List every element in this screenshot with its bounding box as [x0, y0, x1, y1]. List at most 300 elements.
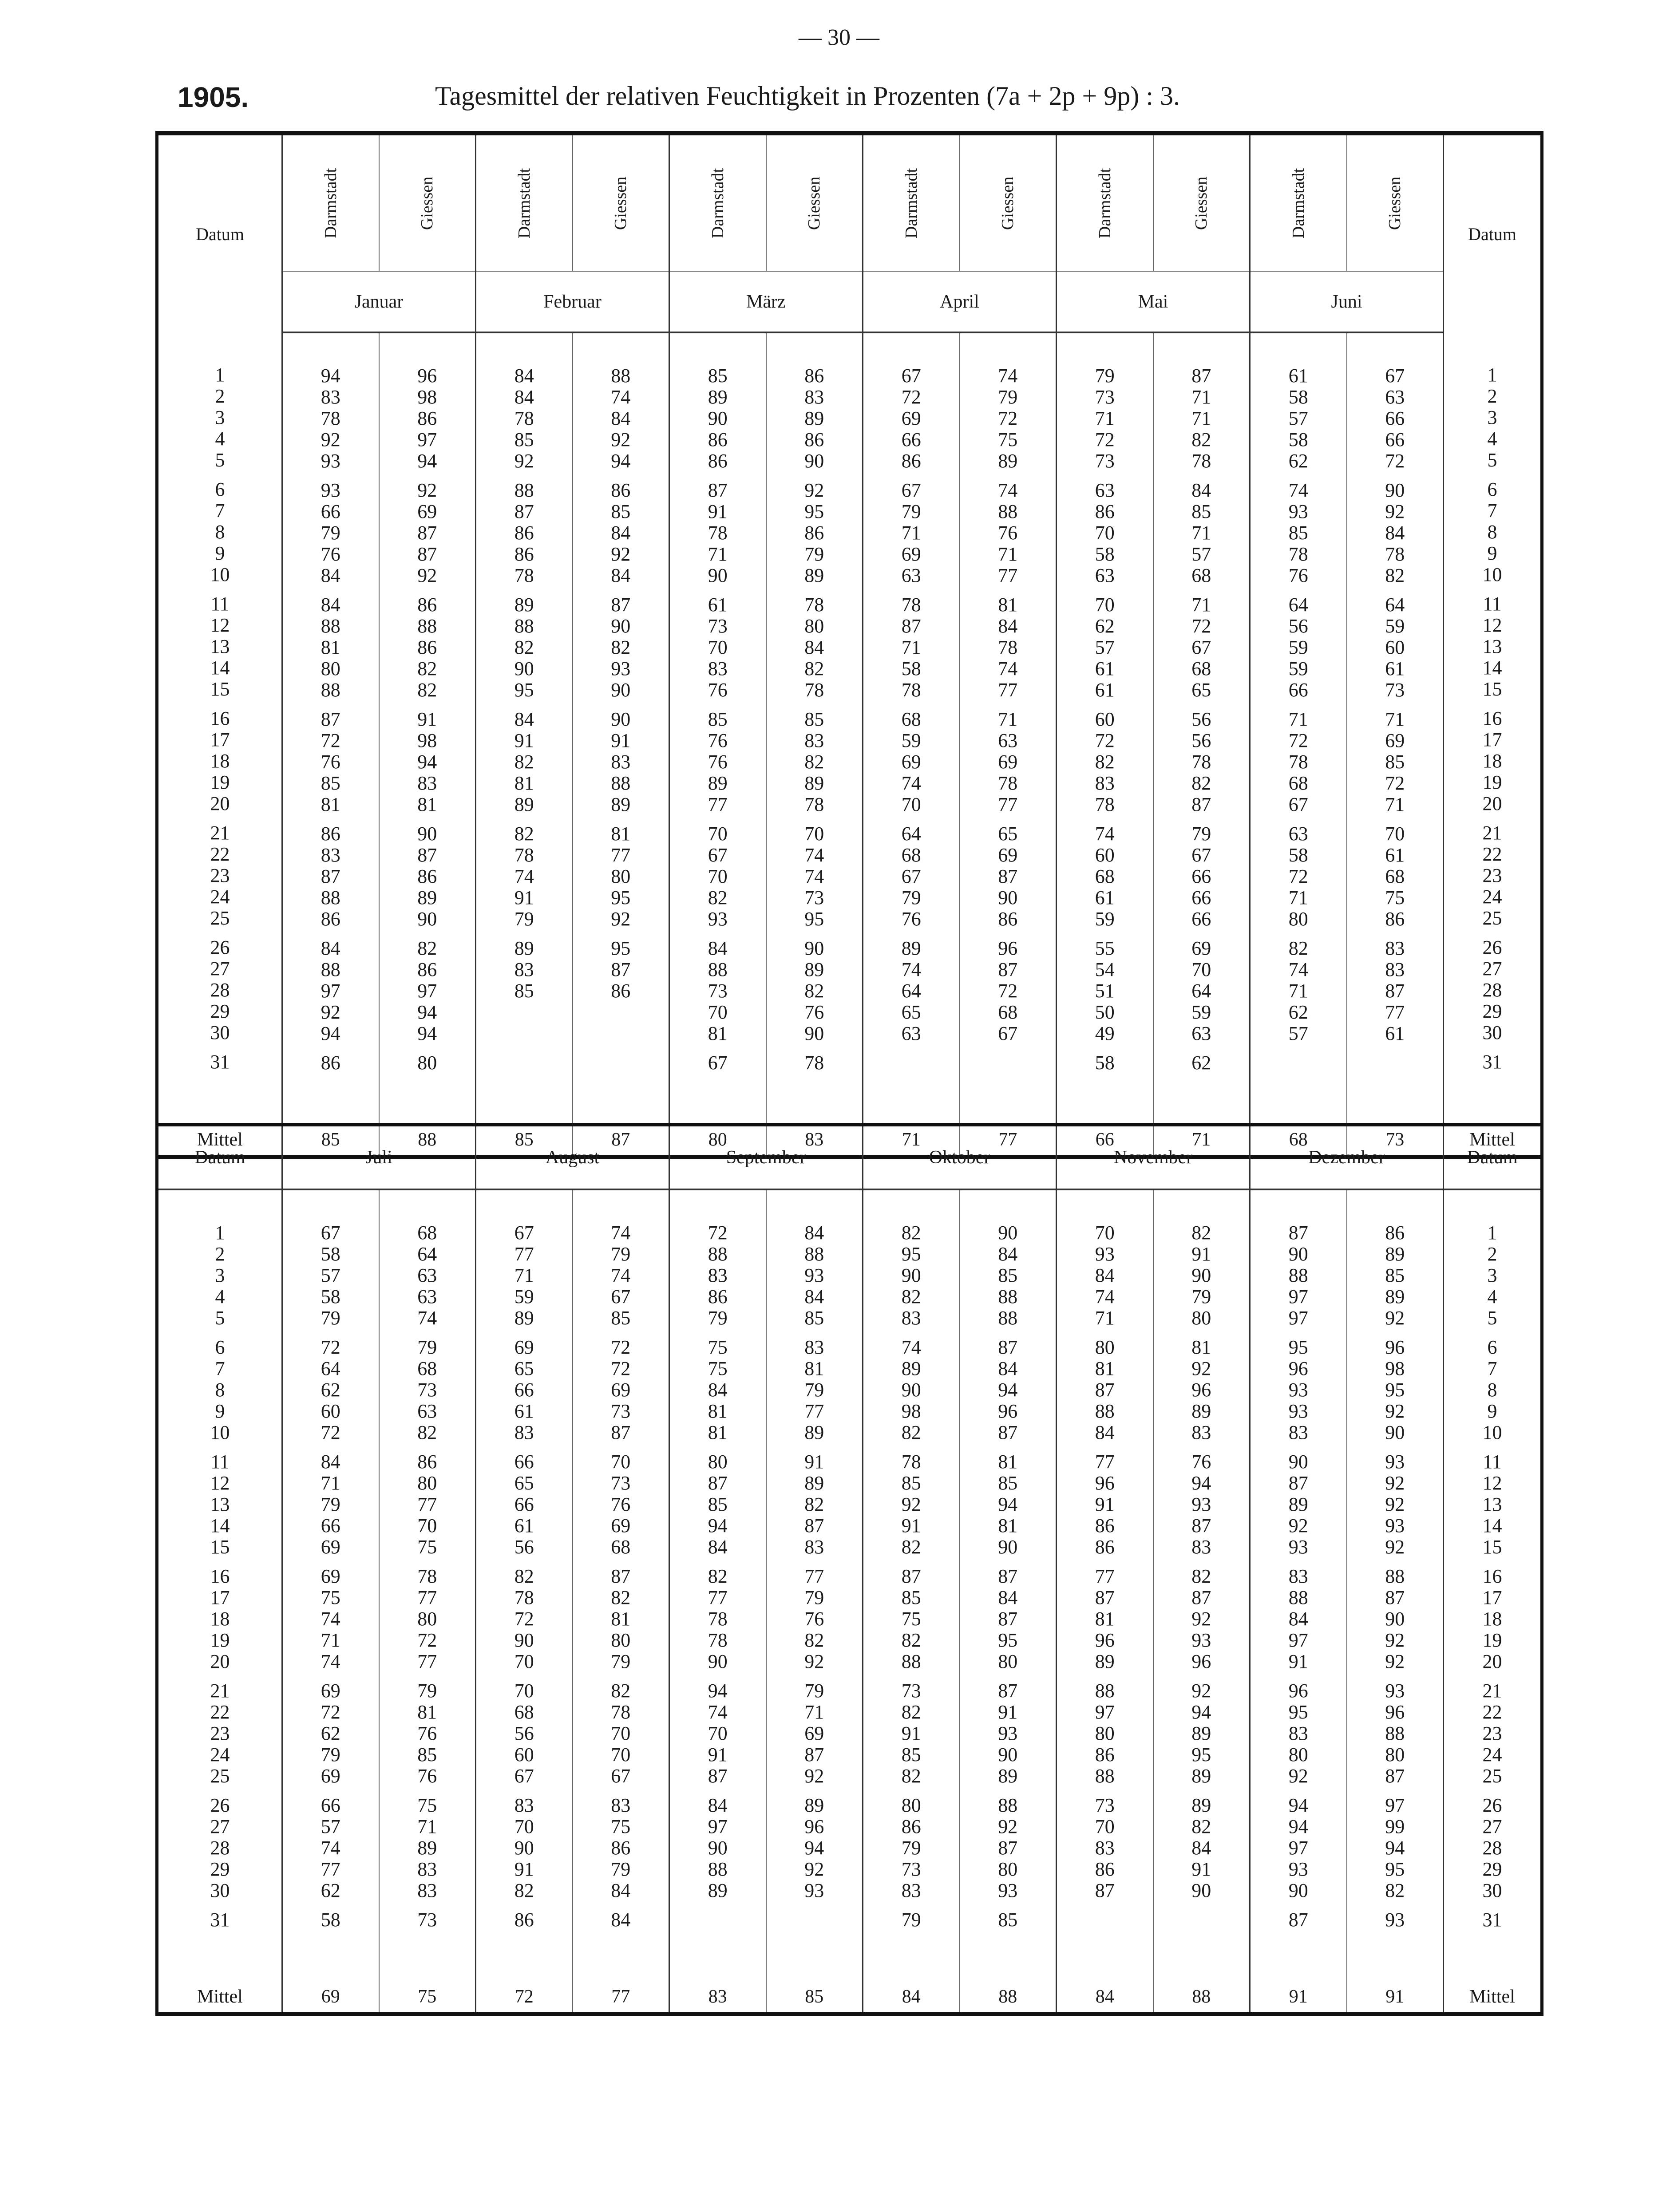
table-cell: 83: [1288, 1422, 1308, 1443]
table-cell: 67: [514, 1222, 534, 1244]
table-cell: 82: [1191, 1222, 1211, 1244]
darmstadt-column: [282, 332, 379, 1124]
group-spacer: [573, 1901, 669, 1909]
table-cell: 98: [417, 386, 437, 408]
table-cell: 3: [215, 407, 225, 428]
station-label: Darmstadt: [1289, 168, 1308, 238]
table-cell: 86: [321, 1052, 340, 1074]
table-cell: 71: [1095, 1307, 1115, 1329]
table-cell: 84: [611, 522, 631, 544]
table-cell: 1: [215, 1222, 225, 1244]
table-cell: 92: [611, 908, 631, 930]
table-cell: 63: [1191, 1023, 1211, 1044]
table-cell: 89: [804, 407, 824, 429]
table-cell: 66: [321, 1794, 340, 1816]
table-cell: 74: [611, 1264, 631, 1286]
table-cell: 69: [611, 1379, 631, 1401]
table-cell: 30: [210, 1022, 230, 1043]
table-cell: 79: [901, 1837, 921, 1859]
group-spacer: [158, 1787, 281, 1795]
table-cell: 90: [1191, 1880, 1211, 1901]
table-cell: 88: [611, 365, 631, 387]
group-spacer: [767, 472, 863, 480]
table-cell: 79: [321, 1493, 340, 1515]
table-cell: 14: [210, 1515, 230, 1537]
station-label: Darmstadt: [1095, 168, 1114, 238]
table-cell: 85: [1385, 1264, 1405, 1286]
table-cell: 74: [901, 772, 921, 794]
table-cell: 82: [708, 1565, 728, 1587]
table-cell: 84: [708, 1794, 728, 1816]
table-cell: 91: [708, 1744, 728, 1766]
table-cell: 82: [1191, 1565, 1211, 1587]
table-cell: 77: [1385, 1001, 1405, 1023]
table-cell: 10: [210, 564, 230, 585]
mittel-giessen: 88: [1153, 1981, 1250, 2014]
table-cell: 8: [1487, 1379, 1497, 1401]
table-cell: 95: [611, 937, 631, 959]
table-cell: [573, 1023, 669, 1044]
table-cell: 85: [708, 1493, 728, 1515]
group-spacer: [158, 1901, 281, 1909]
table-cell: 73: [1385, 679, 1405, 701]
table-cell: 80: [417, 1472, 437, 1494]
table-cell: 80: [1288, 908, 1308, 930]
table-cell: 67: [901, 479, 921, 501]
mittel-giessen: 75: [379, 1981, 476, 2014]
table-cell: 80: [1095, 1336, 1115, 1358]
table-cell: 90: [998, 887, 1018, 908]
table-cell: 66: [1191, 865, 1211, 887]
group-spacer: [1347, 1787, 1443, 1795]
table-cell: 21: [210, 1680, 230, 1702]
table-cell: 4: [1487, 428, 1497, 450]
group-spacer: [767, 1329, 863, 1337]
table-cell: 89: [708, 1880, 728, 1901]
group-spacer: [283, 586, 379, 594]
giessen-column: [573, 1189, 669, 1981]
mittel-darmstadt: 72: [476, 1981, 573, 2014]
table-cell: 82: [804, 658, 824, 679]
table-cell: 84: [611, 565, 631, 586]
table-cell: 71: [321, 1629, 340, 1651]
table-cell: 88: [804, 1243, 824, 1265]
table-cell: [573, 1002, 669, 1023]
table-cell: 5: [1487, 449, 1497, 471]
table-cell: 85: [901, 1744, 921, 1766]
giessen-values: [960, 1222, 1056, 1931]
table-cell: 73: [901, 1680, 921, 1702]
table-cell: 14: [1482, 657, 1502, 679]
darmstadt-column: [1250, 1189, 1347, 1981]
group-spacer: [1251, 1787, 1346, 1795]
table-cell: 92: [998, 1816, 1018, 1837]
table-cell: 2: [1487, 1243, 1497, 1265]
table-cell: 57: [1191, 543, 1211, 565]
table-cell: 86: [417, 959, 437, 980]
group-spacer: [1154, 1443, 1250, 1451]
table-cell: 63: [901, 1023, 921, 1044]
table-cell: 85: [321, 772, 340, 794]
station-header-giessen: [379, 133, 476, 271]
table-cell: 92: [1385, 1629, 1405, 1651]
table-cell: 61: [1095, 679, 1115, 701]
table-cell: 11: [1483, 1451, 1502, 1473]
month-header: Januar: [282, 271, 476, 332]
table-cell: 57: [1288, 1023, 1308, 1044]
table-cell: 74: [611, 1222, 631, 1244]
table-cell: 86: [321, 823, 340, 845]
table-cell: 72: [1385, 772, 1405, 794]
table-cell: 78: [998, 772, 1018, 794]
table-cell: [1347, 1052, 1443, 1074]
darmstadt-column: [476, 1189, 573, 1981]
table-cell: 78: [514, 844, 534, 866]
table-cell: 61: [1288, 365, 1308, 387]
table-cell: 88: [514, 479, 534, 501]
table-cell: 74: [901, 1336, 921, 1358]
table-cell: 91: [998, 1701, 1018, 1723]
table-cell: 86: [901, 450, 921, 472]
table-cell: 86: [417, 1451, 437, 1473]
table-cell: 3: [1487, 407, 1497, 428]
table-cell: 69: [901, 407, 921, 429]
table-cell: 88: [708, 959, 728, 980]
table-cell: 90: [1385, 1608, 1405, 1630]
table-cell: 70: [708, 1722, 728, 1744]
table-cell: 72: [321, 730, 340, 751]
month-header: Mai: [1057, 271, 1250, 332]
datum-header-left: Datum: [157, 1125, 282, 1189]
group-spacer: [283, 701, 379, 709]
table-cell: 17: [1482, 1587, 1502, 1608]
table-cell: 77: [998, 565, 1018, 586]
table-cell: 85: [417, 1744, 437, 1766]
table-cell: 94: [998, 1379, 1018, 1401]
group-spacer: [1251, 1044, 1346, 1052]
table-cell: 96: [804, 1816, 824, 1837]
table-cell: 86: [1095, 1858, 1115, 1880]
group-spacer: [960, 1787, 1056, 1795]
group-spacer: [767, 701, 863, 709]
group-spacer: [1444, 471, 1540, 479]
table-cell: 86: [321, 908, 340, 930]
table-cell: 77: [1095, 1565, 1115, 1587]
table-cell: 84: [804, 1222, 824, 1244]
group-spacer: [1444, 1901, 1540, 1909]
table-cell: 93: [804, 1264, 824, 1286]
darmstadt-values: [1251, 1222, 1346, 1931]
table-cell: 87: [708, 1472, 728, 1494]
table-cell: 82: [417, 679, 437, 701]
group-spacer: [960, 1558, 1056, 1566]
table-cell: 83: [1385, 959, 1405, 980]
table-cell: 81: [708, 1400, 728, 1422]
table-cell: 89: [417, 1837, 437, 1859]
table-cell: 92: [1385, 1536, 1405, 1558]
table-cell: 91: [804, 1451, 824, 1473]
table-cell: 59: [1385, 615, 1405, 637]
table-cell: 76: [708, 751, 728, 773]
table-cell: 81: [417, 794, 437, 815]
table-cell: 83: [611, 751, 631, 773]
table-cell: 79: [901, 1909, 921, 1931]
table-cell: 85: [998, 1264, 1018, 1286]
giessen-values: [380, 1222, 475, 1931]
table-cell: 83: [514, 1422, 534, 1443]
table-cell: 23: [210, 865, 230, 886]
table-cell: 57: [1288, 407, 1308, 429]
table-cell: 67: [1385, 365, 1405, 387]
table-cell: 67: [901, 365, 921, 387]
table-cell: 94: [708, 1680, 728, 1702]
table-cell: 78: [611, 1701, 631, 1723]
table-cell: 80: [1095, 1722, 1115, 1744]
table-cell: 25: [1482, 1765, 1502, 1787]
group-spacer: [380, 701, 475, 709]
table-cell: 20: [210, 1651, 230, 1672]
table-cell: 98: [417, 730, 437, 751]
table-cell: 73: [417, 1909, 437, 1931]
table-cell: 73: [804, 887, 824, 908]
table-cell: 84: [611, 407, 631, 429]
table-cell: 81: [611, 823, 631, 845]
table-cell: 85: [611, 1307, 631, 1329]
table-cell: 82: [514, 751, 534, 773]
table-cell: 6: [215, 1336, 225, 1358]
table-cell: 66: [514, 1451, 534, 1473]
table-cell: 91: [1288, 1651, 1308, 1672]
mittel-darmstadt: 66: [1057, 1124, 1153, 1157]
table-cell: 79: [417, 1336, 437, 1358]
group-spacer: [1154, 1672, 1250, 1680]
group-spacer: [767, 930, 863, 938]
table-cell: 76: [708, 679, 728, 701]
table-cell: 31: [210, 1051, 230, 1073]
group-spacer: [158, 1043, 281, 1051]
table-cell: 73: [611, 1400, 631, 1422]
group-spacer: [1057, 701, 1153, 709]
table-cell: 4: [1487, 1286, 1497, 1307]
table-cell: 66: [1191, 908, 1211, 930]
table-cell: 89: [1191, 1794, 1211, 1816]
mittel-darmstadt: 84: [1057, 1981, 1153, 2014]
mittel-giessen: 88: [379, 1124, 476, 1157]
table-cell: 89: [514, 937, 534, 959]
month-header: März: [669, 271, 863, 332]
table-cell: 74: [708, 1701, 728, 1723]
table-cell: 57: [1095, 636, 1115, 658]
table-cell: 97: [1095, 1701, 1115, 1723]
table-cell: 87: [708, 1765, 728, 1787]
table-cell: 72: [321, 1336, 340, 1358]
month-header: September: [669, 1125, 863, 1189]
table-cell: 78: [708, 522, 728, 544]
table-cell: 86: [1095, 1515, 1115, 1537]
group-spacer: [476, 1558, 572, 1566]
table-cell: 85: [901, 1472, 921, 1494]
table-cell: 83: [1095, 772, 1115, 794]
table-cell: 75: [417, 1536, 437, 1558]
giessen-values: [1154, 1222, 1250, 1931]
table-cell: 3: [215, 1264, 225, 1286]
table-cell: 84: [1095, 1264, 1115, 1286]
table-cell: 96: [1288, 1680, 1308, 1702]
table-cell: 92: [1385, 1400, 1405, 1422]
table-cell: 90: [417, 823, 437, 845]
table-cell: 90: [514, 658, 534, 679]
table-cell: 96: [1191, 1651, 1211, 1672]
group-spacer: [960, 930, 1056, 938]
group-spacer: [380, 472, 475, 480]
table-cell: 97: [1288, 1307, 1308, 1329]
table-cell: 82: [417, 1422, 437, 1443]
table-cell: 16: [210, 707, 230, 729]
group-spacer: [863, 1901, 959, 1909]
table-cell: 87: [417, 844, 437, 866]
table-cell: 69: [804, 1722, 824, 1744]
table-cell: 75: [901, 1608, 921, 1630]
group-spacer: [670, 815, 766, 823]
table-cell: 64: [901, 823, 921, 845]
table-cell: 80: [611, 1629, 631, 1651]
table-cell: 7: [1487, 1358, 1497, 1379]
group-spacer: [573, 586, 669, 594]
table-cell: 68: [901, 844, 921, 866]
table-cell: 89: [708, 772, 728, 794]
group-spacer: [1347, 1901, 1443, 1909]
table-cell: 76: [611, 1493, 631, 1515]
table-cell: 97: [708, 1816, 728, 1837]
table-cell: 83: [708, 1264, 728, 1286]
table-cell: 25: [210, 907, 230, 929]
table-cell: 85: [514, 429, 534, 450]
table-cell: 85: [1385, 751, 1405, 773]
table-cell: 90: [998, 1222, 1018, 1244]
darmstadt-column: [669, 332, 766, 1124]
group-spacer: [1444, 1558, 1540, 1566]
group-spacer: [283, 1044, 379, 1052]
table-cell: 65: [514, 1472, 534, 1494]
group-spacer: [670, 701, 766, 709]
table-cell: 90: [708, 565, 728, 586]
table-cell: 7: [215, 500, 225, 521]
table-cell: 17: [1482, 729, 1502, 750]
group-spacer: [476, 586, 572, 594]
group-spacer: [670, 1672, 766, 1680]
table-cell: 89: [804, 1794, 824, 1816]
mittel-giessen: 91: [1347, 1981, 1444, 2014]
table-cell: 89: [804, 959, 824, 980]
table-cell: 93: [708, 908, 728, 930]
table-cell: 70: [1191, 959, 1211, 980]
table-cell: 86: [708, 450, 728, 472]
group-spacer: [573, 1787, 669, 1795]
table-cell: 71: [514, 1264, 534, 1286]
table-cell: 87: [804, 1515, 824, 1537]
table-cell: 89: [417, 887, 437, 908]
group-spacer: [283, 1787, 379, 1795]
table-cell: 78: [1191, 751, 1211, 773]
table-cell: 61: [1385, 1023, 1405, 1044]
day-values: [158, 364, 281, 1073]
table-cell: 86: [417, 594, 437, 616]
table-cell: 5: [215, 449, 225, 471]
table-cell: 29: [210, 1000, 230, 1022]
table-cell: 90: [1288, 1243, 1308, 1265]
table-cell: 68: [1288, 772, 1308, 794]
table-cell: 68: [998, 1001, 1018, 1023]
table-cell: 28: [1482, 979, 1502, 1001]
table-cell: 88: [321, 679, 340, 701]
station-label: Giessen: [998, 176, 1017, 230]
group-spacer: [476, 1443, 572, 1451]
table-cell: 82: [1095, 751, 1115, 773]
table-cell: 29: [1482, 1858, 1502, 1880]
table-cell: 63: [998, 730, 1018, 751]
table-cell: 70: [611, 1722, 631, 1744]
table-cell: 78: [998, 636, 1018, 658]
table-cell: 91: [514, 887, 534, 908]
table-cell: 89: [1191, 1400, 1211, 1422]
table-cell: 83: [901, 1880, 921, 1901]
table-cell: 89: [804, 1422, 824, 1443]
table-cell: 94: [998, 1493, 1018, 1515]
table-cell: 60: [1095, 844, 1115, 866]
table-cell: 90: [1385, 1422, 1405, 1443]
table-cell: 87: [611, 1565, 631, 1587]
table-cell: 30: [1482, 1022, 1502, 1043]
table-cell: 72: [514, 1608, 534, 1630]
group-spacer: [960, 1672, 1056, 1680]
table-cell: 97: [417, 980, 437, 1002]
table-cell: 78: [1191, 450, 1211, 472]
humidity-table-jan-jun: [155, 131, 1543, 1159]
table-cell: 93: [1288, 1379, 1308, 1401]
table-cell: 77: [708, 1587, 728, 1608]
table-cell: 82: [611, 1587, 631, 1608]
table-cell: 64: [321, 1358, 340, 1379]
group-spacer: [767, 815, 863, 823]
table-cell: 93: [611, 658, 631, 679]
table-cell: 92: [1385, 1472, 1405, 1494]
table-cell: 15: [210, 1536, 230, 1558]
table-cell: 72: [1191, 615, 1211, 637]
station-label: Giessen: [1192, 176, 1211, 230]
table-cell: 79: [611, 1858, 631, 1880]
table-cell: 90: [901, 1379, 921, 1401]
group-spacer: [573, 701, 669, 709]
group-spacer: [670, 930, 766, 938]
table-cell: 91: [1191, 1858, 1211, 1880]
group-spacer: [1251, 930, 1346, 938]
table-cell: 71: [708, 543, 728, 565]
table-cell: 92: [1385, 1651, 1405, 1672]
table-cell: 81: [804, 1358, 824, 1379]
station-header-giessen: [766, 133, 863, 271]
giessen-column: [1153, 332, 1250, 1124]
table-cell: 92: [514, 450, 534, 472]
group-spacer: [380, 586, 475, 594]
table-cell: 82: [514, 1880, 534, 1901]
group-spacer: [1057, 1558, 1153, 1566]
darmstadt-values: [1251, 365, 1346, 1074]
table-cell: 64: [1288, 594, 1308, 616]
table-cell: 67: [708, 1052, 728, 1074]
table-cell: 61: [708, 594, 728, 616]
table-cell: 11: [210, 1451, 230, 1473]
table-cell: 90: [1288, 1451, 1308, 1473]
